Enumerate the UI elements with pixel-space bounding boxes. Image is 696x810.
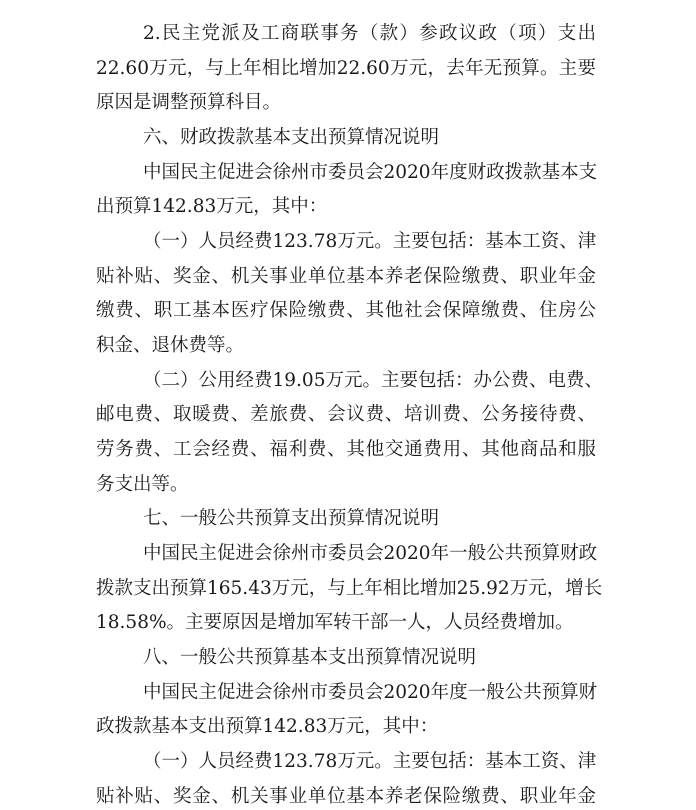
paragraph-line: 缴费、职工基本医疗保险缴费、其他社会保障缴费、住房公 (96, 300, 596, 321)
paragraph-line: 22.60万元，与上年相比增加22.60万元，去年无预算。主要 (96, 58, 596, 79)
paragraph-line: 拨款支出预算165.43万元，与上年相比增加25.92万元，增长 (96, 578, 603, 599)
paragraph-line: 中国民主促进会徐州市委员会2020年度一般公共预算财 (143, 682, 598, 703)
paragraph-line: 贴补贴、奖金、机关事业单位基本养老保险缴费、职业年金 (96, 786, 596, 807)
paragraph-line: 2.民主党派及工商联事务（款）参政议政（项）支出 (143, 23, 596, 44)
paragraph-line: 原因是调整预算科目。 (96, 92, 282, 113)
section-heading: 六、财政拨款基本支出预算情况说明 (143, 127, 440, 148)
paragraph-line: 积金、退休费等。 (96, 335, 245, 356)
paragraph-line: 中国民主促进会徐州市委员会2020年度财政拨款基本支 (143, 162, 598, 183)
paragraph-line: （二）公用经费19.05万元。主要包括：办公费、电费、 (143, 370, 603, 391)
paragraph-line: 18.58%。主要原因是增加军转干部一人，人员经费增加。 (96, 612, 574, 633)
paragraph-line: 政拨款基本支出预算142.83万元，其中： (96, 716, 439, 737)
paragraph-line: 中国民主促进会徐州市委员会2020年一般公共预算财政 (143, 543, 598, 564)
paragraph-line: （一）人员经费123.78万元。主要包括：基本工资、津 (143, 231, 597, 252)
paragraph-line: 务支出等。 (96, 474, 189, 495)
paragraph-line: 邮电费、取暖费、差旅费、会议费、培训费、公务接待费、 (96, 404, 596, 425)
paragraph-line: 劳务费、工会经费、福利费、其他交通费用、其他商品和服 (96, 439, 596, 460)
section-heading: 七、一般公共预算支出预算情况说明 (143, 508, 440, 529)
paragraph-line: 贴补贴、奖金、机关事业单位基本养老保险缴费、职业年金 (96, 266, 596, 287)
paragraph-line: 出预算142.83万元，其中： (96, 196, 328, 217)
paragraph-line: （一）人员经费123.78万元。主要包括：基本工资、津 (143, 751, 597, 772)
section-heading: 八、一般公共预算基本支出预算情况说明 (143, 647, 477, 668)
